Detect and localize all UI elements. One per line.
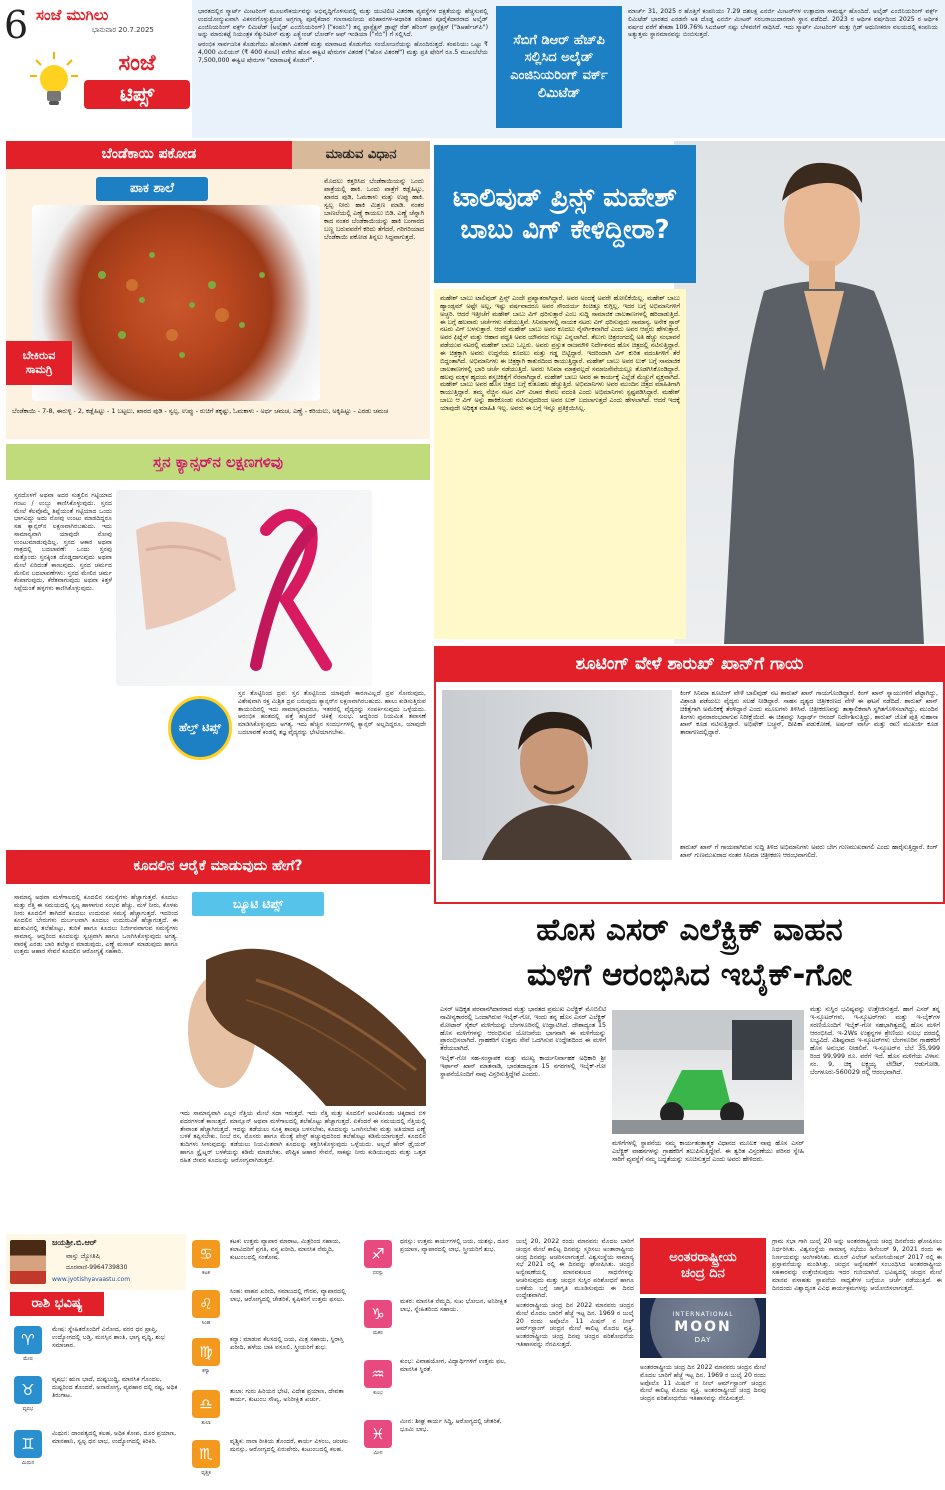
pakoda-image [32,205,320,401]
ebike-col3: ಮತ್ತು ಸುಸ್ಥಿರ ಭವಿಷ್ಯವನ್ನು ಉತ್ತೇಜಿಸುತ್ತದೆ. ಹಾಗೆ ಎಸರ್ ತನ್ನ ಇ-ಸ್ಕೂಟರ್‌ಗಳು, ಇ-ಸ್ಕೂಟರ್‌ಗಳು ಮತ್ತು ಇ-ಬೈಕ್‌ಗಳ ಸರಣಿಯೊಂದಿಗೆ ಇಬೈಕ್-ಗೋ ಸಹಭಾಗಿತ್ವದಲ್ಲಿ ಹೊಸ ಮಳಿಗೆ ಆರಂಭಿಸಿದೆ. ಇ-2Ws ಉತ್ಪನ್ನಗಳ ಶ್ರೇಣಿಯು ಸುಲಭ ದರದಲ್ಲಿ ಲಭ್ಯವಿದೆ. ವಿಶಿಷ್ಟವಾದ ಇ-ಸ್ಕೂಟರ್‌ಗಳು ಬೆಂಗಳೂರಿನ ಗ್ರಾಹಕರಿಗೆ ಹೊಸ ಅನುಭವ ನೀಡಲಿವೆ. ಇ-ಸ್ಕೂಟರ್‌ನ ಬೆಲೆ 35,999 ರಿಂದ 99,999 ರೂ. ವರೆಗೆ ಇದೆ. ಹೊಸ ಮಳಿಗೆಯ ವಿಳಾಸ: ನಂ. 9, ಚಿಕ್ಕ ಲಕ್ಷ್ಮಯ್ಯ ಲೇಔಟ್, ಆಡುಗೋಡಿ, ಬೆಂಗಳೂರು-560029 ರಲ್ಲಿ ಆರಂಭವಾಗಿದೆ. [810,1006,940,1076]
pisces-icon: ♓ [364,1420,392,1448]
kitchen-label: ಪಾಕ ಶಾಲೆ [96,177,208,201]
aries-icon: ♈ [14,1326,42,1354]
astrologer-website[interactable]: www.jyotishyavaastu.com [52,1276,131,1283]
top-story [192,0,945,138]
beauty-tips-badge: ಬ್ಯೂಟಿ ಟಿಪ್ಸ್ [192,892,324,916]
masthead [0,0,192,133]
ebike-col2: ಮಳಿಗೆಗಳಲ್ಲಿ ಸ್ಥಾಪನೆಯ ನಮ್ಮ ಕಾರ್ಯತಂತ್ರಾತ್ಮಕ ವಿಧಾನದ ಮೂಲಕ ನಾವು ಹೊಸ ಎಸರ್ ಎಲೆಕ್ಟ್ರಿಕ್ ವಾಹನಗಳನ್ನು ಗ್ರಾಹಕರಿಗೆ ತಲುಪಿಸುತ್ತಿದ್ದೇವೆ. ಈ ತ್ವರಿತ ವಿಸ್ತರಣೆಯು ಪರಿಸರ ಸ್ನೇಹಿ ಸಾರಿಗೆ ವ್ಯವಸ್ಥೆಗೆ ನಮ್ಮ ಬದ್ಧತೆಯನ್ನು ಸೂಚಿಸುತ್ತದೆ ಎಂದು ಅವರು ಹೇಳಿದರು. [612,1140,804,1163]
horoscope-section: ಜಯಶ್ರೀ.ಬಿ.ಆರ್ ವಾಸ್ತು ಜ್ಯೋತಿಷಿ ದೂರವಾಣಿ-9964739830 www.jyotishyavaastu.com ರಾಶಿ ಭವಿಷ್ಯ ♈ ಮೇಷ ಮೇಷ: ಸ್ನೇಹಿತರೊಂದಿಗೆ ವಿನೋದ, ಪರರ ಧನ ಪ್ರಾಪ್ತಿ, ಉದ್ಯೋಗದಲ್ಲಿ ಬಡ್ತಿ, ಮನಸ್ಸಿನ ಶಾಂತಿ, ಭಾಗ್ಯ ವೃದ್ಧಿ, ಶುಭ ಸಮಾಚಾರ. ♉ ವೃಷಭ ವೃಷಭ: ಋಣ ಭಾದೆ, ದುಷ್ಟಬುದ್ಧಿ, ಮಾನಸಿಕ ಗೊಂದಲ, ದುಷ್ಟರಿಂದ ತೊಂದರೆ, ಅನಾರೋಗ್ಯ, ವ್ಯವಹಾರ ದಲ್ಲಿ ನಷ್ಟ, ಅಧಿಕ ತಿರುಗಾಟ. ♊ ಮಿಥುನ ಮಿಥುನ: ದಾಂಪತ್ಯದಲ್ಲಿ ಕಲಹ, ಅಧಿಕ ಕೋಪ, ದೂರ ಪ್ರಯಾಣ, ಮಾನಹಾನಿ, ಸ್ವಲ್ಪ ಧನ ಲಾಭ, ಉದ್ಯೋಗದಲ್ಲಿ ಕಿರಿಕಿರಿ. ♋ ಕಟಕ ಕಟಕ: ಉತ್ತಮ ವ್ಯಾಪಾರ ಮಾರಾಟ, ಮಿತ್ರರಿಂದ ಸಹಾಯ, ಕಲಾವಿದರಿಗೆ ಪ್ರಗತಿ, ವಸ್ತ್ರ ಖರೀದಿ, ಮಾನಸಿಕ ನೆಮ್ಮದಿ, ಕುಟುಂಬದಲ್ಲಿ ಸಂತೋಷ. ♌ ಸಿಂಹ ಸಿಂಹ: ವಾಹನ ಖರೀದಿ, ಸಮಾಜದಲ್ಲಿ ಗೌರವ, ವ್ಯಾಪಾರದಲ್ಲಿ ಲಾಭ, ಆರೋಗ್ಯದಲ್ಲಿ ಚೇತರಿಕೆ, ಕೃಷಿಕರಿಗೆ ಉತ್ತಮ ಫಸಲು. ♍ ಕನ್ಯಾ ಕನ್ಯಾ: ಮಾಡುವ ಕೆಲಸದಲ್ಲಿ ಜಯ, ಮಿತ್ರ ಸಹಾಯ, ಸ್ಥಿರಾಸ್ತಿ ಖರೀದಿ, ಹಳೆಯ ಬಾಕಿ ವಸೂಲಿ, ಸ್ತ್ರೀಯರಿಗೆ ಶುಭ. ♎ ತುಲಾ ತುಲಾ: ಗುರು ಹಿರಿಯರ ಭೇಟಿ, ವಿದೇಶ ಪ್ರಯಾಣ, ದೇವತಾ ಕಾರ್ಯ, ಕುಟುಂಬ ಸೌಖ್ಯ, ಅನಿರೀಕ್ಷಿತ ಖರ್ಚು. ♏ ವೃಶ್ಚಿಕ ವೃಶ್ಚಿಕ: ನಾನಾ ರೀತಿಯ ತೊಂದರೆ, ಕಾರ್ಯ ವಿಳಂಬ, ಚಂಚಲ ಮನಸ್ಸು, ಆರೋಗ್ಯದಲ್ಲಿ ಏರುಪೇರು, ಕುಟುಂಬದಲ್ಲಿ ಕಲಹ. ♐ ಧನಸ್ಸು ಧನಸ್ಸು: ಉತ್ತಮ ಕಾರ್ಯಗಳಲ್ಲಿ ಜಯ, ಯಶಸ್ಸು, ದೂರ ಪ್ರಯಾಣ, ವ್ಯಾಪಾರದಲ್ಲಿ ಲಾಭ, ಸ್ತ್ರೀಯರಿಗೆ ಶುಭ. ♑ ಮಕರ ಮಕರ: ಮಾನಸಿಕ ನೆಮ್ಮದಿ, ಸುಖ ಭೋಜನ, ಅನಿರೀಕ್ಷಿತ ಲಾಭ, ಸ್ನೇಹಿತರಿಂದ ಸಹಾಯ. ♒ ಕುಂಭ ಕುಂಭ: ವಿವಾಹಯೋಗ, ವಿದ್ಯಾರ್ಥಿಗಳಿಗೆ ಉತ್ತಮ ಫಲ, ಮಾನಸಿಕ ಸ್ಥಿರತೆ. ♓ ಮೀನ ಮೀನ: ಶೀಘ್ರ ಕಾರ್ಯ ಸಿದ್ಧಿ, ಆರೋಗ್ಯದಲ್ಲಿ ಚೇತರಿಕೆ, ಭೂಮಿ ಲಾಭ. [6,1234,512,1486]
top-story-col1: ಭಾರತದಲ್ಲಿನ ಸ್ಮಾರ್ಟ್ ಮೀಟರಿಂಗ್ ಮೂಲಸೌಕರ್ಯವನ್ನು ಅಭಿವೃದ್ಧಿಗೊಳಿಸುವಲ್ಲಿ ಮತ್ತು ಯುಟಿಲಿಟಿ ವಿತರಣಾ ವ್ಯವಸ್ಥೆಗಳ ದಕ್ಷತೆಯನ್ನು ಹೆಚ್ಚಿಸುವಲ್ಲಿ ಉದಯೋನ್ಮುಖವಾಗಿ ವಿಕಸನಗೊಳ್ಳುತ್ತಿರುವ ಅಗ್ರಗಣ್ಯ ಪೂರೈಕೆದಾರ ಗಣನಾಮನೀಯ ಪರಿಹಾರಗಳ-ಆಧಾರಿತ ಪರಿಹಾರ ಪೂರೈಕೆದಾರರಾದ ಅಲೈಡ್ ಎಂಜಿನಿಯರಿಂಗ್ ವರ್ಕ್ಸ್ ಲಿಮಿಟೆಡ್ (ಅಲೈಡ್ ಎಂಜಿನಿಯರಿಂಗ್) ("ಕಂಪನಿ") ತನ್ನ ಪ್ರಾಸ್ಪೆಕ್ಟಸ್ ಡ್ರಾಫ್ಟ್ ರೆಡ್ ಹೆರಿಂಗ್ ಪ್ರಾಸ್ಪೆಕ್ಟಸ್ ("ಡಿಆರ್ಹೆಚ್‌ಪಿ") ಅನ್ನು ಮಾರುಕಟ್ಟೆ ನಿಯಂತ್ರಕ ಸೆಕ್ಯುರಿಟೀಸ್ ಮತ್ತು ಎಕ್ಸ್ಚೇಂಜ್ ಬೋರ್ಡ್ ಆಫ್ ಇಂಡಿಯಾ ("ಸೆಬಿ") ಗೆ ಸಲ್ಲಿಸಿದೆ. ಆರಂಭಿಕ ಸಾರ್ವಜನಿಕ ಕೊಡುಗೆಯು ಹೊಸತಾಗಿ ವಿತರಣೆ ಮತ್ತು ಮಾರಾಟದ ಕೊಡುಗೆಯ ಸಂಯೋಜನೆಯನ್ನು ಹೊಂದಿರುತ್ತದೆ. ಕಂಪನಿಯು ಒಟ್ಟು ₹ 4,000 ಮಿಲಿಯನ್ (₹ 400 ಕೋಟಿ) ವರೆಗಿನ ಹೊಸ ಈಕ್ವಿಟಿ ಷೇರುಗಳ ವಿತರಣೆ ("ಹೊಸ ವಿತರಣೆ") ಮತ್ತು ಪ್ರತಿ ಷೇರಿಗೆ ರೂ.5 ಮುಖಬೆಲೆಯ 7,500,000 ಈಕ್ವಿಟಿ ಷೇರುಗಳ "ಮಾರಾಟಕ್ಕೆ ಕೊಡುಗೆ". [198,8,488,64]
page-number: 6 [4,3,29,47]
horoscope-title: ರಾಶಿ ಭವಿಷ್ಯ [10,1292,104,1316]
gemini-icon: ♊ [14,1430,42,1458]
avatar [10,1240,46,1284]
ebike-col1: ಎಸರ್ ಅಧಿಕೃತ ಪರವಾನಗಿದಾರರಾದ ಮತ್ತು ಭಾರತದ ಪ್ರಮುಖ ಎಲೆಕ್ಟ್ರಿಕ್ ಮೊಬಿಲಿಟಿ ನಾವೀನ್ಯಕಾರರಲ್ಲಿ ಒಂದಾಗಿರುವ ಇಬೈಕ್-ಗೋ, ಇಂದು ತನ್ನ ಹೊಸ ಎಸರ್ ಎಲೆಕ್ಟ್ರಿಕ್ ಮೋಟಾರ್ ಸೈಕಲ್ ಮಳಿಗೆಯನ್ನು ಬೆಂಗಳೂರಿನಲ್ಲಿ ಉದ್ಘಾಟಿಸಿದೆ. ದೇಶಾದ್ಯಂತ 15 ಹೊಸ ಮಳಿಗೆಗಳನ್ನು ಆರಂಭಿಸುವ ಯೋಜನೆಯ ಭಾಗವಾಗಿ ಈ ಮಳಿಗೆಯನ್ನು ಪ್ರಾರಂಭಿಸಲಾಗಿದೆ. ಗ್ರಾಹಕರಿಗೆ ಉತ್ತಮ ಸೇವೆ ಒದಗಿಸುವ ಉದ್ದೇಶದಿಂದ ಈ ಮಳಿಗೆ ತೆರೆಯಲಾಗಿದೆ. ಇಬೈಕ್-ಗೋ ಸಹ-ಸಂಸ್ಥಾಪಕ ಮತ್ತು ಮುಖ್ಯ ಕಾರ್ಯನಿರ್ವಾಹಕ ಅಧಿಕಾರಿ ಶ್ರೀ ಇರ್ಫಾನ್ ಖಾನ್ ಮಾತನಾಡಿ, ಭಾರತದಾದ್ಯಂತ 15 ನಗರಗಳಲ್ಲಿ ಇಬೈಕ್-ಗೋ ಸ್ಥಾಪನೆಯೊಂದಿಗೆ ನಾವು ವಿಸ್ತರಿಸುತ್ತಿದ್ದೇವೆ ಎಂದರು. [440,1006,606,1078]
capricorn-icon: ♑ [364,1300,392,1328]
shahrukh-photo [442,690,672,860]
astrologer-box [6,1234,186,1290]
astrologer-phone: ದೂರವಾಣಿ-9964739830 [66,1264,128,1271]
hair-bottom-text: ಇದು ಸಾಮಾನ್ಯವಾಗಿ ಎಲ್ಲರ ನೆತ್ತಿಯ ಮೇಲೆ ಸದಾ ಇರುತ್ತದೆ. ಇದು ನೆತ್ತಿ ಮತ್ತು ಕೂದಲಿಗೆ ಅಂಟಿಕೊಂಡು ಚಿಕ್ಕದಾದ ಬಿಳಿ ಪದರಗಳಂತೆ ಕಾಣುತ್ತದೆ. ಮಾನ್ಸೂನ್ ಅಥವಾ ಮಳೆಗಾಲದಲ್ಲಿ ತಲೆಹೊಟ್ಟು ಹೆಚ್ಚಾಗುತ್ತದೆ. ಏಕೆಂದರೆ ಈ ಸಮಯದಲ್ಲಿ ನೆತ್ತಿಯಲ್ಲಿ ತೇವಾಂಶ ಹೆಚ್ಚಾಗಿರುತ್ತದೆ. ಇದನ್ನು ತಡೆಯಲು ಸೂಕ್ತ ಶಾಂಪೂ ಬಳಸಬೇಕು, ಕೂದಲನ್ನು ಒಣಗಿಸಬೇಕು ಮತ್ತು ಅತಿಯಾದ ಎಣ್ಣೆ ಬಳಕೆ ತಪ್ಪಿಸಬೇಕು. ನಿಂಬೆ ರಸ, ಮೊಸರು ಹಾಗೂ ಮೆಂತ್ಯೆ ಪೇಸ್ಟ್ ಹಚ್ಚುವುದರಿಂದ ತಲೆಹೊಟ್ಟು ಕಡಿಮೆಯಾಗುತ್ತದೆ. ಕೂದಲಿನ ತುದಿಗಳು ಸೀಳುವುದನ್ನು ತಡೆಯಲು ನಿಯಮಿತವಾಗಿ ಕೂದಲನ್ನು ಕತ್ತರಿಸಿಕೊಳ್ಳುವುದು ಒಳ್ಳೆಯದು. ಅಲ್ಲದೆ ಹೇರ್ ಡ್ರೈಯರ್ ಹಾಗೂ ಸ್ಟ್ರೈಟ್ನರ್ ಬಳಕೆಯನ್ನು ಕಡಿಮೆ ಮಾಡಬೇಕು. ಪೌಷ್ಟಿಕ ಆಹಾರ ಸೇವನೆ, ಸಾಕಷ್ಟು ನೀರು ಕುಡಿಯುವುದು ಮತ್ತು ಒತ್ತಡ ರಹಿತ ಜೀವನ ಕೂದಲನ್ನು ಆರೋಗ್ಯವಾಗಿಡುತ್ತದೆ. [180,1110,426,1164]
paper-name: ಸಂಜೆ ಮುಗಿಲು [36,6,109,24]
moon-col3: ಗ್ರಾಮ ಸಭಾ ಗಾಗಿ ಜುಲೈ 20 ಅನ್ನು ಅಂತರರಾಷ್ಟ್ರೀಯ ಚಂದ್ರ ದಿನವೆಂದು ಘೋಷಿಸಲು ನಿರ್ಧರಿಸಿತು. ವಿಶ್ವಸಂಸ್ಥೆಯ ಸಾಮಾನ್ಯ ಸಭೆಯು ಡಿಸೆಂಬರ್ 9, 2021 ರಂದು ಈ ನಿರ್ಣಯವನ್ನು ಅಂಗೀಕರಿಸಿತು. ಮೂನ್ ವಿಲೇಜ್ ಅಸೋಸಿಯೇಷನ್ 2017 ರಲ್ಲಿ ಈ ಪ್ರಸ್ತಾವನೆಯನ್ನು ಮಂಡಿಸಿತ್ತು. ಚಂದ್ರನ ಅನ್ವೇಷಣೆಗೆ ಸಂಬಂಧಿಸಿದ ಅಂತರರಾಷ್ಟ್ರೀಯ ಸಹಕಾರವನ್ನು ಉತ್ತೇಜಿಸುವುದು ಇದರ ಗುರಿಯಾಗಿದೆ. ಭವಿಷ್ಯದಲ್ಲಿ ಚಂದ್ರನ ಮೇಲೆ ಮಾನವ ವಸಾಹತು ಸ್ಥಾಪನೆಯ ಸಾಧ್ಯತೆಗಳ ಬಗ್ಗೆಯೂ ಚರ್ಚೆ ನಡೆಯುತ್ತಿದೆ. ಈ ದಿನದಂದು ವಿಶ್ವಾದ್ಯಂತ ವಿವಿಧ ಕಾರ್ಯಕ್ರಮಗಳನ್ನು ಆಯೋಜಿಸಲಾಗುತ್ತದೆ. [772,1238,942,1292]
recipe-method-title: ಮಾಡುವ ವಿಧಾನ [292,141,430,169]
cancer-icon: ♋ [192,1240,220,1268]
recipe-ingredients-text: ಬೆಂಡೆಕಾಯಿ - 7-8, ಈರುಳ್ಳಿ - 2, ಕಡ್ಲೆಹಿಟ್ಟು - 1 ಬಟ್ಟಲು, ಖಾರದ ಪುಡಿ - ಸ್ವಲ್ಪ, ಉಪ್ಪು - ರುಚಿಗೆ ತಕ್ಕಷ್ಟು, ಓಮಕಾಳು - ಅರ್ಧ ಚಮಚ, ಎಣ್ಣೆ - ಕರಿಯಲು, ಅಕ್ಕಿಹಿಟ್ಟು - ಎರಡು ಚಮಚ [12,407,389,415]
shahrukh-section [434,646,945,904]
hair-section [6,850,430,1230]
taurus-icon: ♉ [14,1376,42,1404]
ebike-store-photo [612,1010,804,1134]
cancer-left-text: ಸ್ತನದೊಳಗೆ ಅಥವಾ ಅದರ ಸುತ್ತಲಿನ ಗಟ್ಟಿಯಾದ ಗಂಟು / ಉಬ್ಬು ಕಾಣಿಸಿಕೊಳ್ಳುವುದು. ಸ್ತನದ ಮೇಲೆ ಕೆಲವೊಮ್ಮೆ ತಿಪ್ಪೆಯಂತೆ ಗಟ್ಟಿಯಾದ ಒಂದು ಭಾಗವಿದ್ದು ಅದು ನೋವು ಉಂಟು ಮಾಡದಿದ್ದರೂ ಸಹ ಕ್ಯಾನ್ಸರ್‌ನ ಲಕ್ಷಣವಾಗಿರಬಹುದು. ಇದು ಸಾಮಾನ್ಯವಾಗಿ ಯಾವುದೇ ನೋವು ಉಂಟುಮಾಡುವುದಿಲ್ಲ. ಸ್ತನದ ಆಕಾರ ಅಥವಾ ಗಾತ್ರದಲ್ಲಿ ಬದಲಾವಣೆ: ಒಂದು ಸ್ತನವು ಮತ್ತೊಂದು ಸ್ತನಕ್ಕಿಂತ ದೊಡ್ಡದಾಗುವುದು ಅಥವಾ ಮೇಲೆ ಏರಿದಂತೆ ಕಾಣುವುದು. ಸ್ತನದ ಚರ್ಮದ ಮೇಲಿನ ಬದಲಾವಣೆಗಳು: ಸ್ತನದ ಮೇಲಿನ ಚರ್ಮ ಕೆಂಪಾಗುವುದು, ಕೆರೆತವಾಗುವುದು ಅಥವಾ ಕಿತ್ತಳೆ ಸಿಪ್ಪೆಯಂತೆ ಹಳ್ಳಗಳು ಕಾಣಿಸಿಕೊಳ್ಳುವುದು. [14,492,112,592]
hair-image [186,920,426,1106]
hair-title-bar: ಕೂದಲಿನ ಆರೈಕೆ ಮಾಡುವುದು ಹೇಗೆ? [6,850,430,884]
mahesh-body: ಮಹೇಶ್ ಬಾಬು ಟಾಲಿವುಡ್ ಪ್ರಿನ್ಸ್ ಎಂದೇ ಪ್ರಖ್ಯಾತರಾಗಿದ್ದಾರೆ. ಅವರ ಅಂದಕ್ಕೆ ಅವರೇ ಹೋಲಿಕೆಯಿಲ್ಲ. ಮಹೇಶ್ ಬಾಬು ಹ್ಯಾಂಡ್ಸಮ್ ಅಷ್ಟೇ ಅಲ್ಲ, ಇಷ್ಟು ವರ್ಷವಾದರೂ ಅವರ ಸೌಂದರ್ಯ ಕಿಂಚಿತ್ತೂ ಕುಗ್ಗಿಲ್ಲ. ಇದರ ಬಗ್ಗೆ ಅಭಿಮಾನಿಗಳಿಗೆ ಅಚ್ಚರಿ. ಆದರೆ ಇತ್ತೀಚೆಗೆ ಮಹೇಶ್ ಬಾಬು ವಿಗ್ ಧರಿಸುತ್ತಾರೆ ಎಂಬ ಸುದ್ದಿ ಸಾಮಾಜಿಕ ಜಾಲತಾಣಗಳಲ್ಲಿ ಹರಿದಾಡುತ್ತಿದೆ. ಈ ಬಗ್ಗೆ ಹಲವಾರು ಚರ್ಚೆಗಳು ನಡೆಯುತ್ತಿವೆ. ಸಿನಿಮಾಗಳಲ್ಲಿ ನಾಯಕ ನಟರು ವಿಗ್ ಧರಿಸುವುದು ಸಾಮಾನ್ಯ. ಅನೇಕ ಸ್ಟಾರ್ ನಟರು ವಿಗ್ ಬಳಸುತ್ತಾರೆ. ಆದರೆ ಮಹೇಶ್ ಬಾಬು ಅವರ ಕೂದಲು ನೈಸರ್ಗಿಕವಾಗಿದೆ ಎಂದು ಅವರ ಆಪ್ತರು ಹೇಳುತ್ತಾರೆ. ಅವರ ಫಿಟ್ನೆಸ್ ಮತ್ತು ಆಹಾರ ಪದ್ಧತಿ ಅವರ ಯೌವನದ ಗುಟ್ಟು ಎನ್ನಲಾಗಿದೆ. ತೆಲುಗು ಚಿತ್ರರಂಗದಲ್ಲಿ ಅತಿ ಹೆಚ್ಚು ಸಂಭಾವನೆ ಪಡೆಯುವ ನಟರಲ್ಲಿ ಮಹೇಶ್ ಬಾಬು ಒಬ್ಬರು. ಅವರು ಪ್ರಸ್ತುತ ರಾಜಮೌಳಿ ನಿರ್ದೇಶನದ ಹೊಸ ಚಿತ್ರದಲ್ಲಿ ನಟಿಸುತ್ತಿದ್ದಾರೆ. ಈ ಚಿತ್ರಕ್ಕಾಗಿ ಅವರು ಉದ್ದನೆಯ ಕೂದಲು ಮತ್ತು ಗಡ್ಡ ಬಿಟ್ಟಿದ್ದಾರೆ. ಇದರಿಂದಾಗಿ ವಿಗ್ ಕುರಿತ ವದಂತಿಗಳಿಗೆ ತೆರೆ ಬಿದ್ದಂತಾಗಿದೆ. ಅಭಿಮಾನಿಗಳು ಈ ಚಿತ್ರಕ್ಕಾಗಿ ಕಾತುರದಿಂದ ಕಾಯುತ್ತಿದ್ದಾರೆ. ಮಹೇಶ್ ಬಾಬು ಅವರ ಲುಕ್ ಬಗ್ಗೆ ಸಾಮಾಜಿಕ ಜಾಲತಾಣಗಳಲ್ಲಿ ಭಾರಿ ಚರ್ಚೆ ನಡೆಯುತ್ತಿದೆ. ಅವರು ಸಿನಿಮಾ ಮಾತ್ರವಲ್ಲದೆ ಸಮಾಜಸೇವೆಯಲ್ಲೂ ತೊಡಗಿಸಿಕೊಂಡಿದ್ದಾರೆ. ಹಲವು ಮಕ್ಕಳ ಹೃದಯ ಶಸ್ತ್ರಚಿಕಿತ್ಸೆಗೆ ನೆರವಾಗಿದ್ದಾರೆ. ಮಹೇಶ್ ಬಾಬು ಅವರ ಈ ಕಾರ್ಯಕ್ಕೆ ಎಲ್ಲೆಡೆ ಮೆಚ್ಚುಗೆ ವ್ಯಕ್ತವಾಗಿದೆ. ಮಹೇಶ್ ಬಾಬು ಅವರ ಹೊಸ ಚಿತ್ರದ ಬಗ್ಗೆ ಕುತೂಹಲ ಹೆಚ್ಚುತ್ತಿದೆ. ಅಭಿಮಾನಿಗಳು ಅವರ ಮುಂದಿನ ಚಿತ್ರದ ಮಾಹಿತಿಗಾಗಿ ಕಾಯುತ್ತಿದ್ದಾರೆ. ತಮ್ಮ ನೆಚ್ಚಿನ ನಟನ ವಿಗ್ ವಿಚಾರ ಕೇವಲ ವದಂತಿ ಎಂದು ಅಭಿಮಾನಿಗಳು ಸ್ಪಷ್ಟಪಡಿಸಿದ್ದಾರೆ. ಮಹೇಶ್ ಬಾಬು ಆ ವಿಗ್ ಅನ್ನು ಹಾಕಿಕೊಂಡು ನಟಿಸುವುದರಿಂದ ಅವರ ಲುಕ್ ಬದಲಾಗುತ್ತದೆ ಎಂದು ಹೇಳಲಾಗಿದೆ. ಆದರೆ ಇದಕ್ಕೆ ಯಾವುದೇ ಅಧಿಕೃತ ಮಾಹಿತಿ ಇಲ್ಲ. ಅವರು ಈ ಬಗ್ಗೆ ಇನ್ನೂ ಪ್ರತಿಕ್ರಿಯಿಸಿಲ್ಲ. [434,289,686,639]
mahesh-section [434,141,945,644]
ingredients-title: ಬೇಕಿರುವ ಸಾಮಗ್ರಿ [6,341,72,385]
date-line: ಭಾನುವಾರ 20.7.2025 [92,26,154,34]
virgo-icon: ♍ [192,1338,220,1366]
cancer-title-bar: ಸ್ತನ ಕ್ಯಾನ್ಸರ್‌ನ ಲಕ್ಷಣಗಳಿವು [6,444,430,480]
mahesh-headline-box [434,145,696,283]
shahrukh-headline-bar: ಶೂಟಿಂಗ್ ವೇಳೆ ಶಾರುಖ್ ಖಾನ್‌ಗೆ ಗಾಯ [436,648,943,682]
astrologer-name: ಜಯಶ್ರೀ.ಬಿ.ಆರ್ [52,1238,97,1247]
leo-icon: ♌ [192,1290,220,1318]
mahesh-photo [674,141,945,644]
recipe-method-text: ಮೊದಲು ಕತ್ತರಿಸಿದ ಬೆಂಡೆಕಾಯಿಯನ್ನು ಒಂದು ಪಾತ್ರೆಯಲ್ಲಿ ಹಾಕಿ. ಒಂದು ಪಾತ್ರೆಗೆ ಕಡ್ಲೆಹಿಟ್ಟು, ಖಾರದ ಪುಡಿ, ಓಮಕಾಳು ಮತ್ತು ಉಪ್ಪು ಹಾಕಿ. ಸ್ವಲ್ಪ ನೀರು ಹಾಕಿ ಮಿಶ್ರಣ ಮಾಡಿ. ನಂತರ ಬಾಣಲೆಯಲ್ಲಿ ಎಣ್ಣೆ ಕಾಯಲು ಬಿಡಿ. ಎಣ್ಣೆ ಚೆನ್ನಾಗಿ ಕಾದ ನಂತರ ಬೆಂಡೆಕಾಯಿಯನ್ನು ಹಾಕಿ ಬಂಗಾರದ ಬಣ್ಣ ಬರುವವರೆಗೆ ಕರಿದು ತೆಗೆದರೆ, ಗರಿಗರಿಯಾದ ಬೆಂಡೆಕಾಯಿ ಪಕೋಡ ತಿನ್ನಲು ಸಿದ್ಧವಾಗುತ್ತದೆ. [324,177,424,241]
scorpio-icon: ♏ [192,1440,220,1468]
moon-title-box: ಅಂತರರಾಷ್ಟ್ರೀಯ ಚಂದ್ರ ದಿನ [640,1238,766,1294]
cancer-section [6,444,430,846]
shahrukh-body-2: ಶಾರುಖ್ ಖಾನ್ ಗೆ ಗಾಯವಾಗಿರುವ ಸುದ್ದಿ ತಿಳಿದ ಅಭಿಮಾನಿಗಳು ಅವರು ಬೇಗ ಗುಣಮುಖರಾಗಲಿ ಎಂದು ಹಾರೈಸುತ್ತಿದ್ದಾರೆ. ಕಿಂಗ್ ಖಾನ್ ಗುಣಮುಖರಾದ ನಂತರ ಸಿನಿಮಾ ಚಿತ್ರೀಕರಣ ಆರಂಭವಾಗಲಿದೆ. [680,844,938,859]
ebike-section [434,906,945,1232]
pink-ribbon-image [116,490,372,686]
bulb-icon [30,52,78,108]
sagittarius-icon: ♐ [364,1240,392,1268]
hair-left-text: ಸಾಮಾನ್ಯ ಅಥವಾ ಮಳೆಗಾಲದಲ್ಲಿ ಕೂದಲಿನ ಸಮಸ್ಯೆಗಳು ಹೆಚ್ಚಾಗುತ್ತವೆ. ಕೂದಲು ಮತ್ತು ನೆತ್ತಿ ಈ ಸಮಯದಲ್ಲಿ ಸ್ವಲ್ಪ ಹಾಳಾಗುವ ಸಂಭವ ಹೆಚ್ಚು. ಮಳೆ ನೀರು, ಕೊಳಕು ನೀರು ಕೂದಲಿಗೆ ತಾಗಿದರೆ ಕೂದಲು ಉದುರುವ ಸಮಸ್ಯೆ ಹೆಚ್ಚಾಗುತ್ತದೆ. ಇದರಿಂದ ಕೂದಲಿನ ಬೇರುಗಳು ದುರ್ಬಲವಾಗಿ ಕೂದಲು ಉದುರುವಿಕೆ ಹೆಚ್ಚಾಗುತ್ತದೆ. ಈ ಋತುವಿನಲ್ಲಿ ತಲೆಹೊಟ್ಟು, ತುರಿಕೆ ಹಾಗೂ ಕೂದಲು ನಿರ್ಜೀವವಾಗುವ ಸಮಸ್ಯೆಗಳು ಸಾಮಾನ್ಯ. ಆದ್ದರಿಂದ ಕೂದಲನ್ನು ಸ್ವಚ್ಛವಾಗಿ ಹಾಗೂ ಒಣಗಿಸಿಕೊಳ್ಳುವುದು ಅಗತ್ಯ. ವಾರಕ್ಕೆ ಎರಡು ಬಾರಿ ತಲೆಸ್ನಾನ ಮಾಡುವುದು, ಎಣ್ಣೆ ಮಸಾಜ್ ಮಾಡುವುದು ಹಾಗೂ ಉತ್ತಮ ಆಹಾರ ಸೇವನೆ ಕೂದಲಿನ ಆರೋಗ್ಯಕ್ಕೆ ಸಹಕಾರಿ. [14,894,178,956]
top-story-col3: ಮಾರ್ಚ್ 31, 2025 ರ ಹೊತ್ತಿಗೆ ಕಂಪನಿಯು 7.29 ದಶಲಕ್ಷ ಎನರ್ಜಿ ಮೀಟರ್‌ಗಳ ಉತ್ಪಾದನಾ ಸಾಮರ್ಥ್ಯ ಹೊಂದಿದೆ. ಅಲೈಡ್ ಎಂಜಿನಿಯರಿಂಗ್ ವರ್ಕ್ಸ್ ಲಿಮಿಟೆಡ್ ಭಾರತದ ಎರಡನೇ ಅತಿ ದೊಡ್ಡ ಎನರ್ಜಿ ಮೀಟರ್ ಸರಬರಾಜುದಾರನಾಗಿ ಸ್ಥಾನ ಪಡೆದಿದೆ. 2023 ರ ಆರ್ಥಿಕ ವರ್ಷದಿಂದ 2025 ರ ಆರ್ಥಿಕ ವರ್ಷದ ವರೆಗೆ ಶೇಕಡಾ 109.76% ಸಿಎಜಿಆರ್ ನಷ್ಟು ಬೆಳವಣಿಗೆ ಸಾಧಿಸಿದೆ. ಇದು ಸ್ಮಾರ್ಟ್ ಮೀಟರಿಂಗ್ ಮತ್ತು ಗ್ರಿಡ್ ಆಧುನೀಕರಣ ವಲಯದಲ್ಲಿ ಕಂಪನಿಯ ಅತ್ಯುತ್ತಮ ಸ್ಥಾನಮಾನವನ್ನು ಬಿಂಬಿಸುತ್ತದೆ. [628,8,938,39]
aquarius-icon: ♒ [364,1360,392,1388]
moon-section [516,1234,945,1486]
moon-col1: ಜುಲೈ 20, 2022 ರಂದು ಮಾನವನು ಮೊದಲ ಬಾರಿಗೆ ಚಂದ್ರನ ಮೇಲೆ ಕಾಲಿಟ್ಟ ದಿನವನ್ನು ಸ್ಮರಿಸಲು ಅಂತಾರಾಷ್ಟ್ರೀಯ ಚಂದ್ರ ದಿನವನ್ನು ಆಚರಿಸಲಾಗುತ್ತದೆ. ವಿಶ್ವಸಂಸ್ಥೆಯ ಸಾಮಾನ್ಯ ಸಭೆ 2021 ರಲ್ಲಿ ಈ ದಿನವನ್ನು ಘೋಷಿಸಿತು. ಚಂದ್ರನ ಅನ್ವೇಷಣೆಯಲ್ಲಿ ಮಾನವಕುಲದ ಸಾಧನೆಗಳನ್ನು ಆಚರಿಸುವುದು ಮತ್ತು ಚಂದ್ರನ ಸುಸ್ಥಿರ ಪರಿಶೋಧನೆ ಹಾಗೂ ಬಳಕೆಯ ಬಗ್ಗೆ ಜಾಗೃತಿ ಮೂಡಿಸುವುದು ಈ ದಿನದ ಉದ್ದೇಶವಾಗಿದೆ. ಅಂತರರಾಷ್ಟ್ರೀಯ ಚಂದ್ರ ದಿನ 2022 ಮಾನವರು ಚಂದ್ರನ ಮೇಲೆ ಮೊದಲ ಬಾರಿಗೆ ಹೆಜ್ಜೆ ಇಟ್ಟ ದಿನ. 1969 ರ ಜುಲೈ 20 ರಂದು ಅಪೊಲೊ 11 ಮಿಷನ್ ನ ನೀಲ್ ಆರ್ಮ್‌ಸ್ಟ್ರಾಂಗ್ ಚಂದ್ರನ ಮೇಲೆ ಕಾಲಿಟ್ಟ ಮೊದಲ ವ್ಯಕ್ತಿ. ಅಂತರರಾಷ್ಟ್ರೀಯ ಚಂದ್ರ ದಿನವು ಚಂದ್ರನ ಪರಿಶೋಧನೆಯ ಇತಿಹಾಸವನ್ನು ನೆನಪಿಸುತ್ತದೆ. [516,1238,634,1348]
recipe-section [6,141,430,439]
shahrukh-body: ಕಿಂಗ್ ಸಿನಿಮಾ ಶೂಟಿಂಗ್ ವೇಳೆ ಬಾಲಿವುಡ್ ನಟ ಶಾರುಖ್ ಖಾನ್ ಗಾಯಗೊಂಡಿದ್ದಾರೆ. ಕಿಂಗ್ ಖಾನ್ ಸ್ನಾಯುಗಳಿಗೆ ಪೆಟ್ಟಾಗಿದ್ದು, ವಿಶ್ರಾಂತಿ ಪಡೆಯಲು ವೈದ್ಯರು ಸಲಹೆ ನೀಡಿದ್ದಾರೆ. ಸಾಹಸ ದೃಶ್ಯದ ಚಿತ್ರೀಕರಣದ ವೇಳೆ ಈ ಘಟನೆ ನಡೆದಿದೆ. ಶಾರುಖ್ ಖಾನ್ ಚಿಕಿತ್ಸೆಗಾಗಿ ಅಮೆರಿಕಕ್ಕೆ ತೆರಳಿದ್ದಾರೆ ಎಂದು ಮೂಲಗಳು ತಿಳಿಸಿವೆ. ಚಿತ್ರೀಕರಣವನ್ನು ತಾತ್ಕಾಲಿಕವಾಗಿ ಸ್ಥಗಿತಗೊಳಿಸಲಾಗಿದ್ದು, ಮುಂದಿನ ತಿಂಗಳು ಪುನರಾರಂಭವಾಗುವ ನಿರೀಕ್ಷೆಯಿದೆ. ಈ ಚಿತ್ರವನ್ನು ಸಿದ್ಧಾರ್ಥ್ ಆನಂದ್ ನಿರ್ದೇಶಿಸುತ್ತಿದ್ದು, ಶಾರುಖ್ ಜೊತೆ ಪುತ್ರಿ ಸುಹಾನಾ ಖಾನ್ ಕೂಡ ನಟಿಸುತ್ತಿದ್ದಾರೆ. ಅಭಿಷೇಕ್ ಬಚ್ಚನ್, ದೀಪಿಕಾ ಪಡುಕೋಣೆ, ಅರ್ಷದ್ ವಾರ್ಸಿ ಮತ್ತು ರಾಣಿ ಮುಖರ್ಜಿ ಕೂಡ ತಾರಾಗಣದಲ್ಲಿದ್ದಾರೆ. [680,690,938,737]
recipe-title: ಬೆಂಡೆಕಾಯಿ ಪಕೋಡ [6,141,292,169]
section-title: ಸಂಜೆ ಟಿಪ್ಸ್ [84,50,190,110]
moon-col2: ಅಂತರರಾಷ್ಟ್ರೀಯ ಚಂದ್ರ ದಿನ 2022 ಮಾನವರು ಚಂದ್ರನ ಮೇಲೆ ಮೊದಲ ಬಾರಿಗೆ ಹೆಜ್ಜೆ ಇಟ್ಟ ದಿನ. 1969 ರ ಜುಲೈ 20 ರಂದು ಅಪೊಲೊ 11 ಮಿಷನ್ ನ ನೀಲ್ ಆರ್ಮ್‌ಸ್ಟ್ರಾಂಗ್ ಚಂದ್ರನ ಮೇಲೆ ಕಾಲಿಟ್ಟ ಮೊದಲ ವ್ಯಕ್ತಿ. ಅಂತರರಾಷ್ಟ್ರೀಯ ಚಂದ್ರ ದಿನವು ಚಂದ್ರನ ಪರಿಶೋಧನೆಯ ಇತಿಹಾಸವನ್ನು ನೆನಪಿಸುತ್ತದೆ. [640,1364,766,1402]
astrologer-title: ವಾಸ್ತು ಜ್ಯೋತಿಷಿ [66,1252,101,1260]
moon-day-banner: INTERNATIONAL MOON DAY [640,1298,766,1358]
libra-icon: ♎ [192,1390,220,1418]
mahesh-headline: ಟಾಲಿವುಡ್ ಪ್ರಿನ್ಸ್ ಮಹೇಶ್ ಬಾಬು ವಿಗ್ ಕೇಳಿದ್ದೀರಾ? [452,182,678,245]
cancer-right-text: ಸ್ತನ ತೊಟ್ಟಿನಿಂದ ದ್ರವ: ಸ್ತನ ತೊಟ್ಟಿನಿಂದ ಯಾವುದೇ ಕಾರಣವಿಲ್ಲದೆ ದ್ರವ ಸೋರುವುದು, ವಿಶೇಷವಾಗಿ ರಕ್ತ ಮಿಶ್ರಿತ ದ್ರವ ಬರುವುದು ಕ್ಯಾನ್ಸರ್‌ನ ಲಕ್ಷಣವಾಗಿರಬಹುದು. ಹಾಲು ಕುಡಿಸುತ್ತಿರುವ ತಾಯಂದಿರಲ್ಲಿ ಇದು ಸಾಮಾನ್ಯವಾದರೂ, ಇತರರಲ್ಲಿ ವೈದ್ಯರನ್ನು ಸಂಪರ್ಕಿಸುವುದು ಒಳ್ಳೆಯದು. ಆರಂಭಿಕ ಹಂತದಲ್ಲಿ ಪತ್ತೆ ಹಚ್ಚಿದರೆ ಚಿಕಿತ್ಸೆ ಸುಲಭ. ಆದ್ದರಿಂದ ನಿಯಮಿತ ತಪಾಸಣೆ ಮಾಡಿಸಿಕೊಳ್ಳುವುದು ಅಗತ್ಯ. ಇದು ಹೆಚ್ಚಿನ ಸಂದರ್ಭಗಳಲ್ಲಿ ಕ್ಯಾನ್ಸರ್ ಅಲ್ಲದಿದ್ದರೂ, ಯಾವುದೇ ಬದಲಾವಣೆ ಕಂಡಲ್ಲಿ ತಜ್ಞ ವೈದ್ಯರನ್ನು ಭೇಟಿಯಾಗಬೇಕು. [238,690,426,736]
top-story-headline: ಸೆಬಿಗೆ ಡಿಆರ್ ಹೆಚ್‌ಪಿ ಸಲ್ಲಿಸಿದ ಅಲೈಡ್ ಎಂಜಿನಿಯರಿಂಗ್ ವರ್ಕ್ ಲಿಮಿಟೆಡ್ [496,6,622,128]
health-tips-badge: ಹೆಲ್ತ್ ಟಿಪ್ಸ್ [168,696,232,760]
ebike-headline: ಹೊಸ ಎಸರ್ ಎಲೆಕ್ಟ್ರಿಕ್ ವಾಹನ ಮಳಿಗೆ ಆರಂಭಿಸಿದ ಇಬೈಕ್-ಗೋ [526,912,853,993]
